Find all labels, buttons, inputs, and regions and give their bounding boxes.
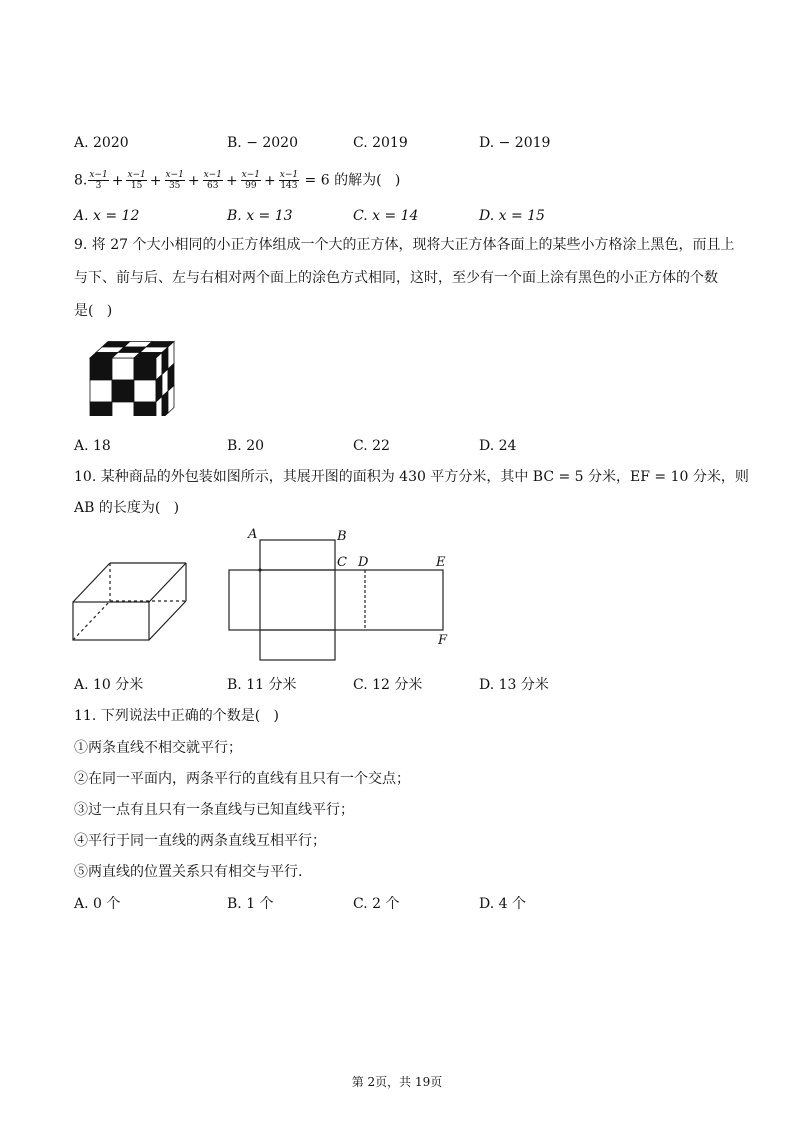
label-e: E <box>436 555 446 570</box>
q11-option-d: D. 4 个 <box>479 896 526 912</box>
label-d: D <box>358 555 369 570</box>
q9-option-a: A. 18 <box>74 438 111 454</box>
q7-option-c: C. 2019 <box>353 135 408 151</box>
cube-front-cell <box>134 380 156 402</box>
q8-option-c: C. x = 14 <box>353 208 419 224</box>
q10-option-a: A. 10 分米 <box>74 677 144 693</box>
q9-stem-line2: 与下、前与后、左与右相对两个面上的涂色方式相同，这时，至少有一个面上涂有黑色的小正方体的个数 <box>74 270 718 286</box>
q8-option-d: D. x = 15 <box>479 208 545 224</box>
cube-front-cell <box>112 380 134 402</box>
q11-option-c: C. 2 个 <box>353 896 400 912</box>
label-b: B <box>337 529 347 544</box>
cube-front-cell <box>90 358 112 380</box>
cube-front-cell <box>90 402 112 416</box>
label-c: C <box>337 555 347 570</box>
q9-checkered-cube-figure <box>88 340 178 416</box>
label-f: F <box>438 633 448 648</box>
q8-fraction-4: $\frac{x-1}{63}$ <box>203 170 222 191</box>
q9-option-d: D. 24 <box>479 438 517 454</box>
q10-option-c: C. 12 分米 <box>353 677 423 693</box>
q8-option-a: A. x = 12 <box>74 208 140 224</box>
cube-front-cell <box>112 402 134 416</box>
q10-option-d: D. 13 分米 <box>479 677 549 693</box>
q7-option-d: D. − 2019 <box>479 135 551 151</box>
cube-front-cell <box>112 358 134 380</box>
q9-stem-line3: 是( ) <box>74 303 113 319</box>
q8-fraction-2: $\frac{x-1}{15}$ <box>127 170 146 191</box>
q10-net-figure <box>222 522 462 667</box>
q11-option-b: B. 1 个 <box>227 896 274 912</box>
cube-front-cell <box>134 358 156 380</box>
q11-statement-5: ⑤两直线的位置关系只有相交与平行. <box>74 864 303 880</box>
box-front-face <box>73 602 149 640</box>
q8-fraction-5: $\frac{x-1}{99}$ <box>241 170 261 191</box>
q8-number: 8. <box>74 172 88 189</box>
q8-fraction-3: $\frac{x-1}{35}$ <box>165 170 184 191</box>
cube-front-cell <box>134 402 156 416</box>
q8-option-b: B. x = 13 <box>227 208 293 224</box>
q11-statement-4: ④平行于同一直线的两条直线互相平行； <box>74 833 326 849</box>
q8-tail: = 6 的解为( ) <box>304 172 401 189</box>
q8-stem: 8. $\frac{x-1}{3}$ + $\frac{x-1}{15}$ + $\frac{x-1}{35}$ + $\frac{x-1}{63}$ + $\frac{x-1}{99}$ + $\frac{x-1}{143}$ = 6 的解为( ) <box>74 170 401 191</box>
q10-box-figure <box>70 555 192 645</box>
q10-option-b: B. 11 分米 <box>227 677 297 693</box>
q11-option-a: A. 0 个 <box>74 896 121 912</box>
q9-option-b: B. 20 <box>227 438 265 454</box>
q10-stem-line1: 10. 某种商品的外包装如图所示，其展开图的面积为 430 平方分米，其中 BC = 5 分米，EF = 10 分米，则 <box>74 469 749 485</box>
q9-stem-line1: 9. 将 27 个大小相同的小正方体组成一个大的正方体，现将大正方体各面上的某些小方格涂上黑色，而且上 <box>74 237 735 253</box>
q11-statement-1: ①两条直线不相交就平行； <box>74 740 242 756</box>
q8-fraction-1: $\frac{x-1}{3}$ <box>89 170 108 191</box>
q11-stem: 11. 下列说法中正确的个数是( ) <box>74 708 279 724</box>
q7-option-b: B. − 2020 <box>227 135 298 151</box>
q7-option-a: A. 2020 <box>74 135 129 151</box>
q10-stem-line2: AB 的长度为( ) <box>74 500 180 516</box>
page-footer: 第 2页，共 19页 <box>351 1075 443 1089</box>
label-a: A <box>248 527 258 542</box>
q11-statement-3: ③过一点有且只有一条直线与已知直线平行； <box>74 802 354 818</box>
q9-option-c: C. 22 <box>353 438 390 454</box>
q8-fraction-6: $\frac{x-1}{143}$ <box>279 170 299 191</box>
q11-statement-2: ②在同一平面内，两条平行的直线有且只有一个交点； <box>74 771 410 787</box>
cube-front-cell <box>90 380 112 402</box>
